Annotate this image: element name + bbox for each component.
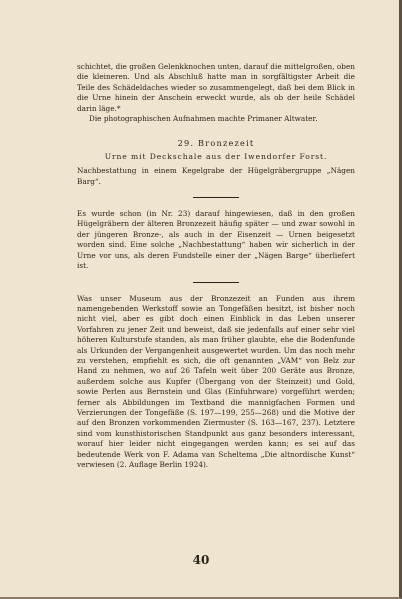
paragraph-bronzezeit-museum: Was unser Museum aus der Bronzezeit an Funden aus ihrem namengebenden Werkstoff sowie an Tongefäßen besitzt, ist bisher noch nicht viel, aber es gibt doch einen Einblick in das Leben unserer Vorfahren zu jener Zeit und beweist, daß sie jedenfalls auf einer sehr viel höheren Kulturstufe standen, als man früher glaubte, ehe die Bodenfunde als Urkunden der Vergangenheit ausgewertet wurden. Um das noch mehr zu verstehen, empfiehlt es sich, die oft genannten „VAM“ von Belz zur Hand zu nehmen, wo auf 26 Tafeln weit über 200 Geräte aus Bronze, außerdem solche aus Kupfer (Übergang von der Steinzeit) und Gold, sowie Perlen aus Bernstein und Glas (Einfuhrware) vorgeführt werden; ferner als Abbildungen im Textband die mannigfachen Formen und Verzierungen der Tongefäße (S. 197—199, 255—268) und die Motive der auf den Bronzen vorkommenden Ziermuster (S. 163—167, 237). Letztere sind vom kunsthistorischen Standpunkt aus ganz besonders interessant, worauf hier leider nicht eingegangen werden kann; es sei auf das bedeutende Werk von F. Adama van Scheltema „Die altnordische Kunst“ verwiesen (2. Auflage Berlin 1924). bbox=[77, 293, 355, 469]
section-heading: 29. Bronzezeit bbox=[177, 138, 255, 149]
page-number: 40 bbox=[192, 553, 210, 567]
page-content bbox=[77, 62, 355, 470]
paragraph-photo-credit: Die photographischen Aufnahmen machte Primaner Altwater. bbox=[89, 114, 318, 124]
paragraph-nachbestattung: Es wurde schon (in Nr. 23) darauf hingewiesen, daß in den großen Hügelgräbern der älteren Bronzezeit häufig später — und zwar sowohl in der jüngeren Bronze-, als auch in der Eisenzeit — Urnen beigesetzt worden sind. Eine solche „Nachbestattung“ haben wir sicherlich in der Urne vor uns, als deren Fundstelle einer der „Nägen Barge“ überliefert ist. bbox=[77, 209, 355, 271]
divider-rule-1 bbox=[193, 197, 239, 198]
section-intro: Nachbestattung in einem Kegelgrabe der Hügelgräbergruppe „Nägen Barg“. bbox=[77, 166, 355, 186]
section-subheading: Urne mit Deckschale aus der Iwendorfer Forst. bbox=[104, 151, 328, 161]
paragraph-continued: schichtet, die großen Gelenkknochen unten, darauf die mittelgroßen, oben die kleineren. Und als Abschluß hatte man in sorgfältigster Arbeit die Teile des Schädeldaches wieder so zusammengelegt, daß bei dem Blick in die Urne hinein der Anschein erweckt wurde, als ob der heile Schädel darin läge.* bbox=[77, 62, 355, 113]
divider-rule-2 bbox=[193, 282, 239, 283]
